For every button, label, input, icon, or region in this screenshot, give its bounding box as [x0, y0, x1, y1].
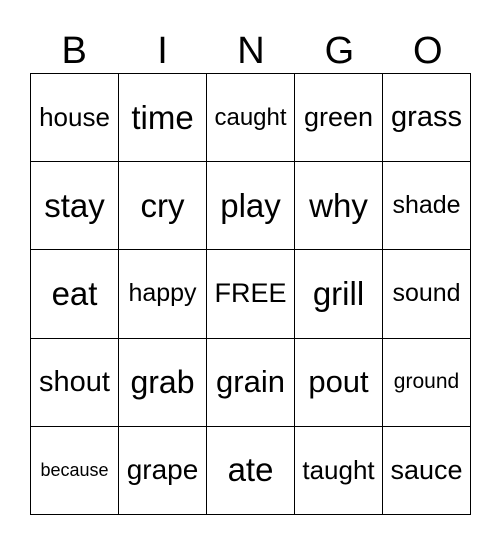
cell-word: grill	[312, 274, 365, 312]
header-letter-g: G	[324, 30, 355, 72]
cell-word: house	[39, 102, 110, 133]
bingo-cell[interactable]	[119, 74, 207, 162]
cell-word: caught	[214, 103, 287, 131]
bingo-cell[interactable]	[295, 74, 383, 162]
cell-word: eat	[51, 274, 98, 312]
cell-word: ate	[227, 451, 274, 489]
cell-word: green	[303, 102, 374, 133]
header-letter-i: I	[157, 30, 168, 72]
bingo-header	[30, 28, 472, 74]
header-letter-o: O	[412, 30, 443, 72]
cell-word: taught	[302, 454, 375, 485]
bingo-cell[interactable]	[31, 427, 119, 515]
header-letter-n: N	[237, 30, 265, 72]
cell-word: grab	[130, 363, 195, 400]
bingo-cell[interactable]	[119, 339, 207, 427]
cell-word: why	[309, 186, 368, 224]
bingo-cell[interactable]	[31, 74, 119, 162]
cell-word: because	[40, 459, 109, 480]
free-space-label: FREE	[214, 278, 287, 309]
bingo-cell[interactable]	[31, 250, 119, 338]
bingo-cell[interactable]	[119, 250, 207, 338]
cell-word: pout	[308, 364, 369, 400]
bingo-cell[interactable]	[383, 74, 471, 162]
cell-word: stay	[44, 186, 105, 224]
header-letter-b: B	[61, 30, 87, 72]
bingo-cell[interactable]	[295, 427, 383, 515]
bingo-cell[interactable]	[295, 339, 383, 427]
bingo-cell[interactable]	[119, 427, 207, 515]
bingo-cell[interactable]	[383, 162, 471, 250]
bingo-cell[interactable]	[207, 339, 295, 427]
cell-word: sound	[392, 279, 461, 308]
bingo-board	[30, 73, 471, 515]
bingo-cell[interactable]	[31, 339, 119, 427]
cell-word: play	[220, 186, 281, 224]
bingo-cell[interactable]	[207, 162, 295, 250]
cell-word: grain	[216, 364, 285, 400]
bingo-cell[interactable]	[207, 427, 295, 515]
cell-word: shade	[392, 191, 461, 220]
bingo-cell[interactable]	[207, 74, 295, 162]
cell-word: shout	[39, 365, 110, 398]
cell-word: cry	[140, 186, 185, 224]
bingo-cell[interactable]	[119, 162, 207, 250]
bingo-cell[interactable]	[383, 427, 471, 515]
cell-word: ground	[393, 370, 460, 394]
cell-word: time	[131, 98, 194, 136]
cell-word: happy	[128, 279, 197, 308]
cell-word: sauce	[390, 454, 463, 485]
bingo-cell[interactable]	[31, 162, 119, 250]
bingo-cell[interactable]	[295, 162, 383, 250]
bingo-cell[interactable]	[295, 250, 383, 338]
bingo-cell[interactable]	[383, 250, 471, 338]
bingo-cell[interactable]	[383, 339, 471, 427]
cell-word: grass	[391, 101, 462, 134]
free-space-cell[interactable]	[207, 250, 295, 338]
cell-word: grape	[126, 454, 199, 486]
